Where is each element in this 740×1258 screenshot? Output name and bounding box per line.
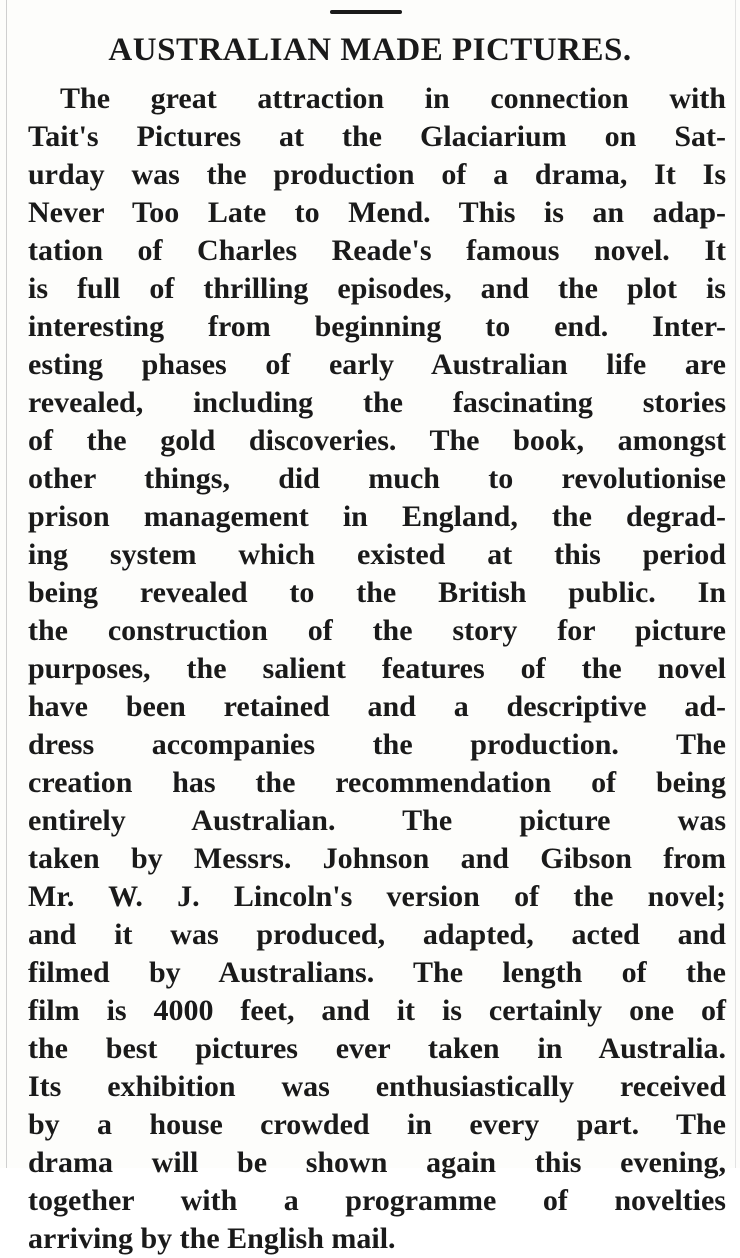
article-line: purposes, the salient features of the novel <box>28 652 726 685</box>
article-line: ing system which existed at this period <box>28 538 726 571</box>
article-line: Its exhibition was enthusiastically received <box>28 1070 726 1103</box>
article-line: The great attraction in connection with <box>60 82 726 115</box>
article-line: Mr. W. J. Lincoln's version of the novel; <box>28 880 726 913</box>
article-line: Never Too Late to Mend. This is an adap- <box>28 196 726 229</box>
article-line: entirely Australian. The picture was <box>28 804 726 837</box>
article-line: being revealed to the British public. In <box>28 576 726 609</box>
article-line: together with a programme of novelties <box>28 1184 726 1217</box>
article-line: film is 4000 feet, and it is certainly one of <box>28 994 726 1027</box>
article-line: interesting from beginning to end. Inter- <box>28 310 726 343</box>
article-line: the construction of the story for picture <box>28 614 726 647</box>
article-line: the best pictures ever taken in Australia. <box>28 1032 726 1065</box>
article-line: is full of thrilling episodes, and the plot is <box>28 272 726 305</box>
article-line: filmed by Australians. The length of the <box>28 956 726 989</box>
article-line: and it was produced, adapted, acted and <box>28 918 726 951</box>
article-line: Tait's Pictures at the Glaciarium on Sat- <box>28 120 726 153</box>
clipping-left-edge <box>6 0 7 1168</box>
article-line: of the gold discoveries. The book, amongst <box>28 424 726 457</box>
article-line: dress accompanies the production. The <box>28 728 726 761</box>
article-line: revealed, including the fascinating stories <box>28 386 726 419</box>
article-line: arriving by the English mail. <box>28 1222 396 1255</box>
article-line: prison management in England, the degrad- <box>28 500 726 533</box>
article-line: urday was the production of a drama, It Is <box>28 158 726 191</box>
column-separator-rule <box>330 10 402 14</box>
article-line: tation of Charles Reade's famous novel. It <box>28 234 726 267</box>
article-line: creation has the recommendation of being <box>28 766 726 799</box>
article-line: drama will be shown again this evening, <box>28 1146 726 1179</box>
article-line: other things, did much to revolutionise <box>28 462 726 495</box>
article-line: taken by Messrs. Johnson and Gibson from <box>28 842 726 875</box>
article-headline: AUSTRALIAN MADE PICTURES. <box>108 32 632 68</box>
article-line: by a house crowded in every part. The <box>28 1108 726 1141</box>
article-line: esting phases of early Australian life are <box>28 348 726 381</box>
article-body <box>28 80 726 1258</box>
clipping-right-edge <box>735 0 736 1168</box>
article-line: have been retained and a descriptive ad- <box>28 690 726 723</box>
